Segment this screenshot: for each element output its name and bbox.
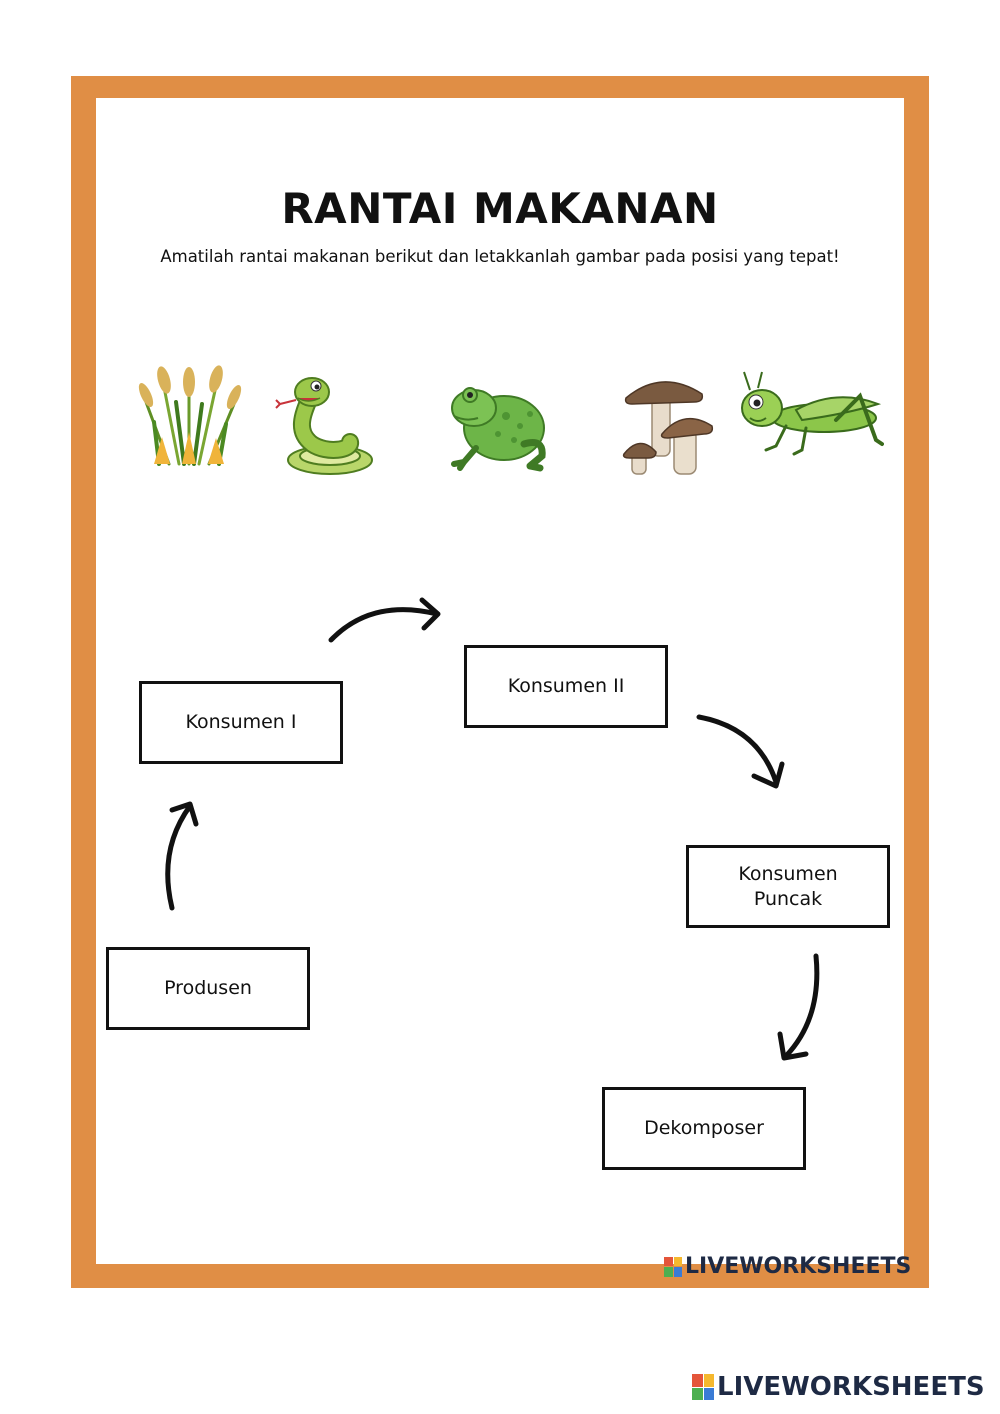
konsumen-2-label: Konsumen II	[507, 675, 625, 698]
worksheet-title: RANTAI MAKANAN	[281, 184, 719, 233]
konsumen-puncak-label-line2: Puncak	[753, 887, 823, 910]
frog-image[interactable]	[446, 378, 552, 472]
liveworksheets-inner-logo	[664, 1254, 911, 1279]
liveworksheets-inner-text: LIVEWORKSHEETS	[685, 1254, 912, 1279]
dekomposer-box[interactable]	[602, 1087, 806, 1170]
arrow-konsumen-1-to-konsumen-2	[322, 592, 447, 647]
konsumen-1-box[interactable]	[139, 681, 343, 764]
snake-image[interactable]	[272, 372, 376, 480]
konsumen-2-box[interactable]	[464, 645, 668, 728]
arrow-produsen-to-konsumen-1	[150, 790, 210, 915]
arrow-konsumen-puncak-to-dekomposer	[770, 948, 830, 1068]
mushroom-image[interactable]	[622, 374, 716, 478]
liveworksheets-footer-text: LIVEWORKSHEETS	[717, 1372, 985, 1402]
produsen-box[interactable]	[106, 947, 310, 1030]
arrow-konsumen-2-to-konsumen-puncak	[690, 708, 790, 794]
liveworksheets-logo-icon	[664, 1257, 682, 1277]
worksheet-instruction: Amatilah rantai makanan berikut dan letakkanlah gambar pada posisi yang tepat!	[160, 247, 840, 266]
konsumen-1-label: Konsumen I	[185, 711, 297, 734]
konsumen-puncak-label-line1: Konsumen	[738, 862, 838, 885]
rice-plant-image[interactable]	[134, 362, 244, 467]
dekomposer-label: Dekomposer	[644, 1117, 764, 1140]
grasshopper-image[interactable]	[736, 370, 884, 458]
liveworksheets-footer-logo	[692, 1372, 985, 1402]
liveworksheets-logo-icon	[692, 1374, 714, 1400]
konsumen-puncak-box[interactable]	[686, 845, 890, 928]
produsen-label: Produsen	[164, 977, 252, 1000]
